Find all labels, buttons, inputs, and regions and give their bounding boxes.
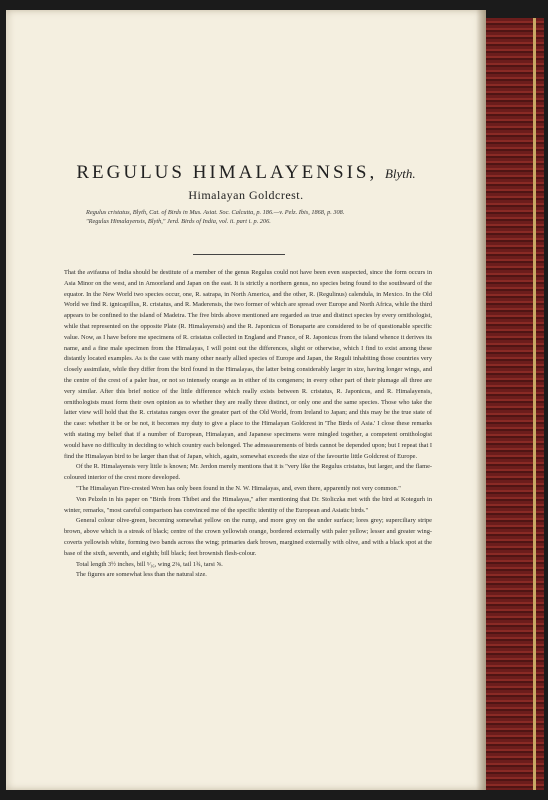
synonym-reference-1: Regulus cristatus, Blyth, Cat. of Birds in Mus. Asiat. Soc. Calcutta, p. 186.—v. Pelz. Ibis, 1868, p. 308.	[86, 209, 345, 216]
book-page	[6, 10, 486, 790]
paragraph-figures-note: The figures are somewhat less than the natural size.	[76, 571, 207, 579]
title-name: REGULUS HIMALAYENSIS,	[76, 162, 378, 183]
body-text	[64, 268, 432, 581]
synonym-reference-2: "Regulus Himalayensis, Blyth," Jerd. Birds of India, vol. ii. part i. p. 206.	[86, 218, 271, 225]
book-edge-binding	[482, 18, 544, 790]
common-name-subtitle: Himalayan Goldcrest.	[188, 188, 304, 202]
title-author: Blyth.	[384, 166, 416, 181]
paragraph-jerdon: Of the R. Himalayensis very little is known; Mr. Jerdon merely mentions that it is "very like the Regulus cristatus, but larger, and the flame-coloured interior of the crest more developed.	[64, 463, 432, 482]
paragraph-measurements: Total length 3½ inches, bill ⁵⁄₁₆, wing 2⅛, tail 1¾, tarsi ⅝.	[76, 560, 223, 568]
divider-rule	[193, 254, 285, 255]
page-title	[6, 162, 486, 184]
page-gutter-shadow	[476, 10, 486, 790]
paragraph-intro: That the avifauna of India should be destitute of a member of the genus Regulus could not have been even suspected, since the form occurs in Asia Minor on the west, and in Amoorland and Japan on the east. It is strictly a northern genus, no species being found to the southward of the equator. In the New World two species occur, one, R. satrapa, in North America, and the other, R. (Regulinus) calendula, in Mexico. In the Old World we find R. ignicapillus, R. cristatus, and R. Maderensis, the two former of which are spread over Europe and North Africa, while the third appears to be confined to the island of Madeira. The five birds above mentioned are regarded as true and distinct species by every ornithologist, while that represented on the opposite Plate (R. Himalayensis) and the R. Japonicus of Bonaparte are considered to be of questionable specific value. Now, as I have before me specimens of R. cristatus collected in England and France, of R. Japonicus from the island whence it derives its name, and a fine male specimen from the Himalayas, I will point out the differences, slight or otherwise, which I find to exist among these distantly located examples. As is the case with many other nearly allied species of Europe and Japan, the Reguli inhabiting those countries very closely assimilate, while they differ from the bird found in the Himalayas, the latter being considerably larger in size, having longer wings, and the centre of the crest of a paler hue, or not so intensely orange as in either of its congeners; in every other part of their plumage all three are very similar. After this brief notice of the little difference which really exists between R. cristatus, R. Japonicus, and R. Himalayensis, ornithologists must form their own opinion as to whether they are really three distinct, or only one and the same species. Those who take the latter view will hold that the R. cristatus ranges over the greater part of the Old World, from Ireland to Japan; and this may be the true state of the case: whether it be or be not, it becomes my duty to give a place to the Himalayan Goldcrest in 'The Birds of Asia.' I close these remarks with stating my belief that if a number of European, Himalayan, and Japanese specimens were mingled together, a competent ornithologist would have no difficulty in deciding to which country each belonged. The admeasurements of birds cannot be depended upon; but I repeat that I find the Himalayan bird to be larger than that of Japan, which, again, somewhat exceeds the size of the favourite little Goldcrest of Europe.	[64, 269, 432, 460]
paragraph-pelzeln: Von Pelzeln in his paper on "Birds from Thibet and the Himalayas," after mentioning that Dr. Stoliczka met with the bird at Kotegurh in winter, remarks, "most careful comparison has convinced me of the specific identity of the European and Asiatic birds."	[64, 495, 432, 514]
paragraph-description: General colour olive-green, becoming somewhat yellow on the rump, and more grey on the under surface; lores grey; superciliary stripe brown, above which is a streak of black; centre of the crown yellowish orange, bordered externally with paler yellow; lesser and greater wing-coverts yellowish white, forming two bands across the wing; primaries dark brown, margined externally with olive, and with a black spot at the base of the sixth, seventh, and eighth; bill black; feet brownish flesh-colour.	[64, 517, 432, 557]
paragraph-quote: "The Himalayan Fire-crested Wren has only been found in the N. W. Himalayas, and, even there, apparently not very common."	[76, 484, 401, 492]
